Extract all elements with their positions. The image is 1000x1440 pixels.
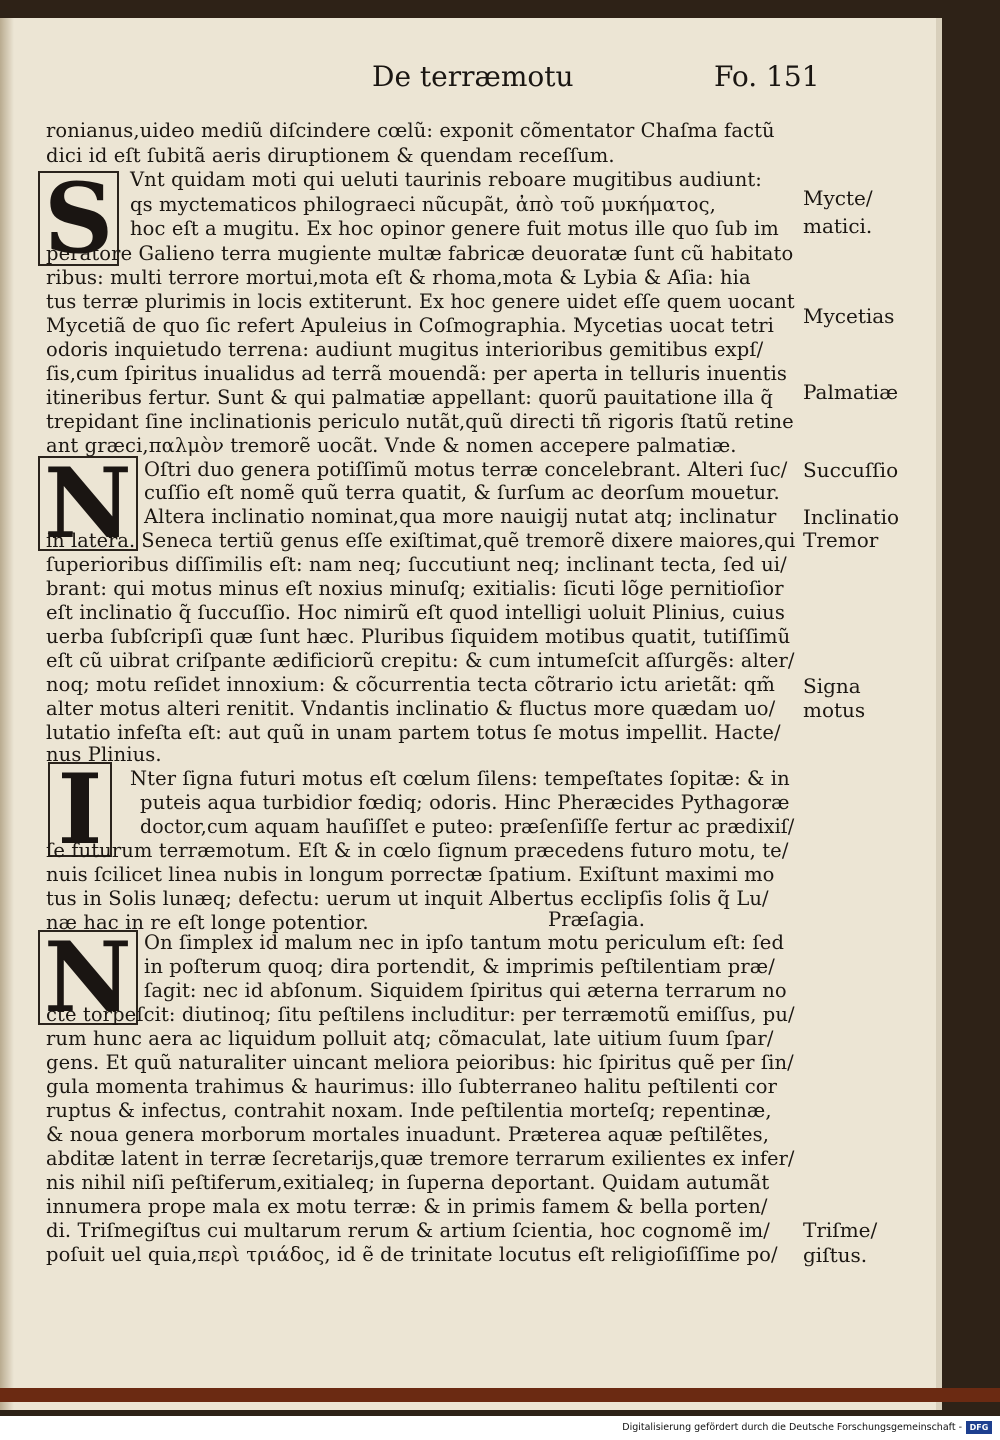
- text-line: tus in Solis lunæq; defectu: uerum ut inquit Albertus ecclipſis ſolis q̃ Lu/: [46, 887, 769, 910]
- text-line: rum hunc aera ac liquidum polluit atq; cõmaculat, late uitium ſuum ſpar/: [46, 1027, 774, 1050]
- text-line: Nter ſigna futuri motus eſt cœlum ſilens: tempeſtates ſopitæ: & in: [130, 767, 790, 790]
- text-line: næ hac in re eſt longe potentior.: [46, 911, 369, 934]
- margin-note: Mycte/: [803, 186, 873, 210]
- text-line: Mycetiã de quo ſic refert Apuleius in Coſmographia. Mycetias uocat tetri: [46, 314, 775, 337]
- running-title: De terræmotu: [372, 60, 574, 93]
- margin-note: Succuſſio: [803, 458, 899, 482]
- text-line: lutatio infeſta eſt: aut quũ in unam partem totus ſe motus impellit. Hacte/: [46, 721, 781, 744]
- margin-note: motus: [803, 698, 866, 722]
- page-gutter-shadow: [0, 18, 14, 1410]
- text-line: odoris inquietudo terrena: audiunt mugitus interioribus gemitibus expſ/: [46, 338, 764, 361]
- text-line: cuſſio eſt nomẽ quũ terra quatit, & ſurſum ac deorſum mouetur.: [144, 481, 780, 504]
- margin-note: Mycetias: [803, 304, 895, 328]
- text-line: ſe futurum terræmotum. Eſt & in cœlo ſignum præcedens futuro motu, te/: [46, 839, 789, 862]
- text-line: nuis ſcilicet linea nubis in longum porrectæ ſpatium. Exiſtunt maximi mo: [46, 863, 775, 886]
- text-line: gens. Et quũ naturaliter uincant meliora peioribus: hic ſpiritus quẽ per ſin/: [46, 1051, 794, 1074]
- page-header: [0, 60, 942, 100]
- folio-number: Fo. 151: [714, 60, 820, 93]
- text-line: noq; motu reſidet innoxium: & cõcurrentia tecta cõtrario ictu arietãt: qm̃: [46, 673, 775, 696]
- text-line: qs myctematicos philograeci nũcupãt, ἀπὸ τοῦ μυκήματος,: [130, 193, 716, 216]
- text-line: Vnt quidam moti qui ueluti taurinis reboare mugitibus audiunt:: [130, 168, 762, 191]
- margin-note: Palmatiæ: [803, 380, 898, 404]
- digitization-footer: [0, 1416, 1000, 1440]
- text-line: in poſterum quoq; dira portendit, & imprimis peſtilentiam præ/: [144, 955, 775, 978]
- text-line: ſagit: nec id abſonum. Siquidem ſpiritus qui æterna terrarum no: [144, 979, 787, 1002]
- decorated-initial: N: [38, 456, 138, 551]
- margin-note: matici.: [803, 214, 873, 238]
- text-line: itineribus fertur. Sunt & qui palmatiæ appellant: quorũ pauitatione illa q̃: [46, 386, 774, 409]
- binding-edge: [0, 1388, 1000, 1402]
- margin-note: Triſme/: [803, 1218, 878, 1242]
- text-line: Altera inclinatio nominat,qua more nauigij nutat atq; inclinatur: [144, 505, 777, 528]
- margin-note: Tremor: [803, 528, 879, 552]
- decorated-initial: I: [48, 762, 112, 857]
- text-line: eſt cũ uibrat criſpante ædificiorũ crepitu: & cum intumeſcit aſſurgẽs: alter/: [46, 649, 795, 672]
- margin-note: giſtus.: [803, 1243, 868, 1267]
- text-line: brant: qui motus minus eſt noxius minuſq; exitialis: ſicuti lõge pernitioſior: [46, 577, 784, 600]
- text-line: tus terræ plurimis in locis extiterunt. Ex hoc genere uidet eſſe quem uocant: [46, 290, 795, 313]
- text-line: & noua genera morborum mortales inuadunt. Præterea aquæ peſtilẽtes,: [46, 1123, 770, 1146]
- text-line: cte torpeſcit: diutinoq; ſitu peſtilens includitur: per terræmotũ emiſſus, pu/: [46, 1003, 795, 1026]
- text-line: peratore Galieno terra mugiente multæ fabricæ deuoratæ ſunt cũ habitato: [46, 242, 794, 265]
- text-line: nis nihil niſi peſtiferum,exitialeq; in ſuperna deportant. Quidam autumãt: [46, 1171, 770, 1194]
- text-line: ſuperioribus diſſimilis eſt: nam neq; ſuccutiunt neq; inclinant tecta, ſed ui/: [46, 553, 787, 576]
- text-line: trepidant ſine inclinationis periculo nutãt,quũ directi tñ rigoris ſtatũ retine: [46, 410, 794, 433]
- margin-note: Inclinatio: [803, 505, 900, 529]
- margin-note: Signa: [803, 674, 861, 698]
- text-line: abditæ latent in terræ ſecretarijs,quæ tremore terrarum exilientes ex infer/: [46, 1147, 795, 1170]
- text-line: hoc eſt a mugitu. Ex hoc opinor genere fuit motus ille quo ſub im: [130, 217, 779, 240]
- text-line: Oſtri duo genera potiſſimũ motus terræ concelebrant. Alteri ſuc/: [144, 458, 788, 481]
- text-line: uerba ſubſcripſi quæ ſunt hæc. Pluribus ſiquidem motibus quatit, tutiſſimũ: [46, 625, 791, 648]
- text-line: di. Triſmegiſtus cui multarum rerum & artium ſcientia, hoc cognomẽ im/: [46, 1219, 770, 1242]
- text-line: ruptus & infectus, contrahit noxam. Inde peſtilentia morteſq; repentinæ,: [46, 1099, 772, 1122]
- text-line: puteis aqua turbidior fœdiq; odoris. Hinc Pheræcides Pythagoræ: [140, 791, 790, 814]
- text-line: dici id eſt ſubitã aeris diruptionem & quendam receſſum.: [46, 144, 615, 167]
- decorated-initial: N: [38, 930, 138, 1025]
- text-line: doctor,cum aquam hauſiſſet e puteo: præſenſiſſe fertur ac prædixiſ/: [140, 815, 795, 838]
- text-line: innumera prope mala ex motu terræ: & in primis famem & bella porten/: [46, 1195, 768, 1218]
- text-line: alter motus alteri renitit. Vndantis inclinatio & fluctus more quædam uo/: [46, 697, 776, 720]
- text-line: ant græci,παλμὸν tremorẽ uocãt. Vnde & nomen accepere palmatiæ.: [46, 434, 737, 457]
- funding-credit: Digitalisierung gefördert durch die Deutsche Forschungsgemeinschaft -: [622, 1422, 962, 1433]
- text-line: poſuit uel quia,περὶ τριάδος, id ẽ de trinitate locutus eſt religioſiſſime po/: [46, 1243, 778, 1266]
- decorated-initial: S: [38, 171, 119, 266]
- text-line: in latera. Seneca tertiũ genus eſſe exiſtimat,quẽ tremorẽ dixere maiores,qui: [46, 529, 796, 552]
- inline-note-praesagia: Præſagia.: [548, 908, 646, 931]
- text-line: gula momenta trahimus & haurimus: illo ſubterraneo halitu peſtilenti cor: [46, 1075, 778, 1098]
- text-line: nus Plinius.: [46, 743, 162, 766]
- book-page: [0, 18, 942, 1410]
- text-line: ribus: multi terrore mortui,mota eſt & rhoma,mota & Lybia & Aſia: hia: [46, 266, 751, 289]
- text-line: ronianus,uideo mediũ diſcindere cœlũ: exponit cõmentator Chaſma factũ: [46, 119, 775, 142]
- text-line: ſis,cum ſpiritus inualidus ad terrã mouendã: per aperta in telluris inuentis: [46, 362, 788, 385]
- dfg-logo-icon: DFG: [966, 1421, 992, 1434]
- text-line: On ſimplex id malum nec in ipſo tantum motu periculum eſt: ſed: [144, 931, 785, 954]
- text-line: eſt inclinatio q̃ ſuccuſſio. Hoc nimirũ eſt quod intelligi uoluit Plinius, cuius: [46, 601, 785, 624]
